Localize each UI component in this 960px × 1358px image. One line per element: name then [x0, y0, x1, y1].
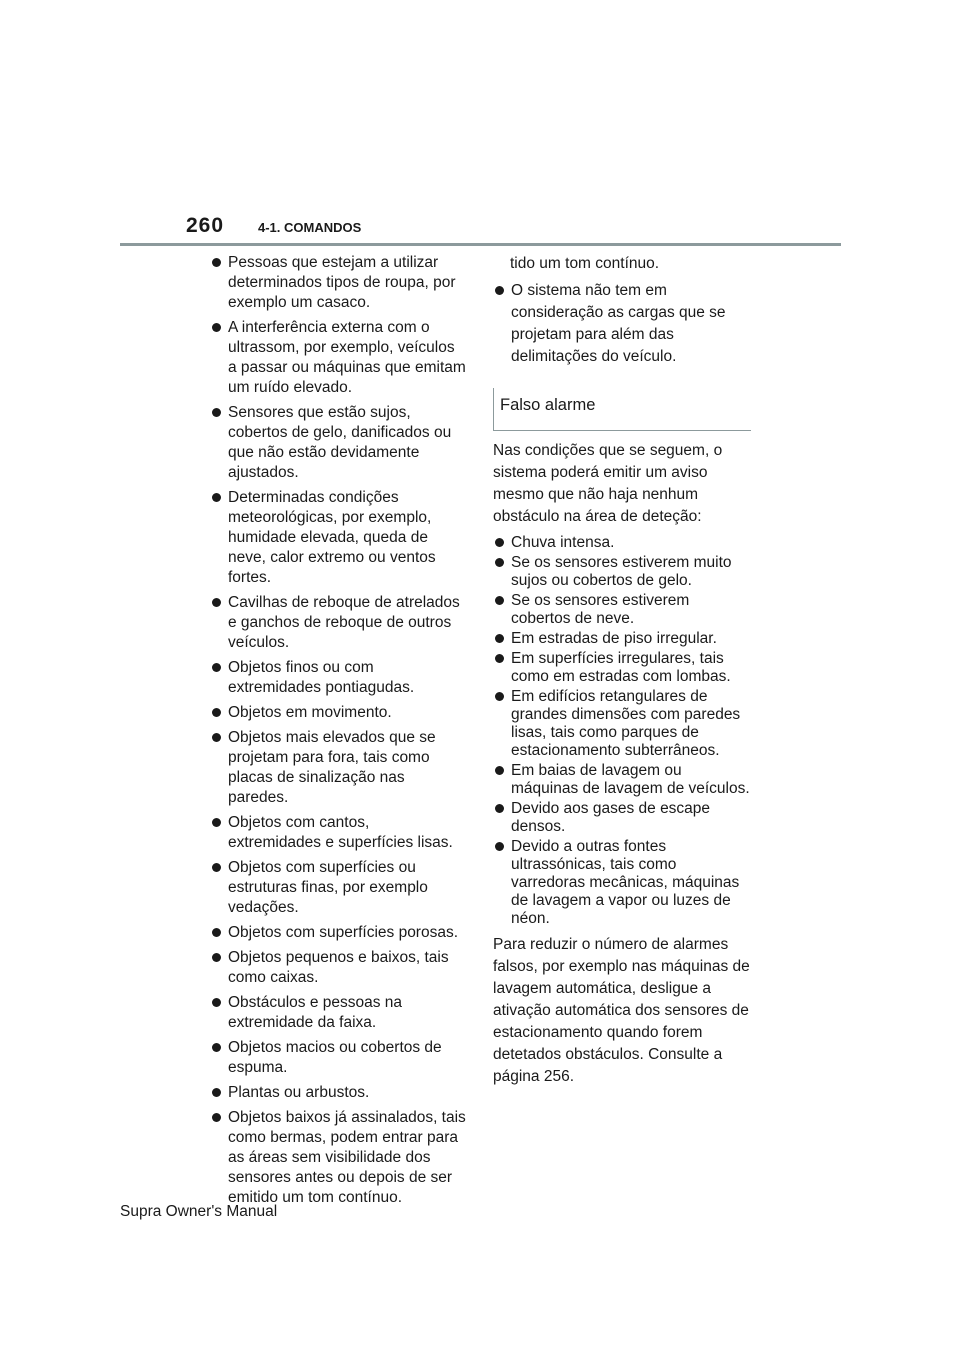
list-item: Sensores que estão sujos, cobertos de gelo, danificados ou que não estão devidamente ajustados.	[210, 403, 466, 483]
header-rule	[120, 243, 841, 246]
list-item: Determinadas condições meteorológicas, por exemplo, humidade elevada, queda de neve, calor extremo ou ventos fortes.	[210, 488, 466, 588]
section-title: 4-1. COMANDOS	[258, 220, 362, 235]
list-item: Devido a outras fontes ultrassónicas, tais como varredoras mecânicas, máquinas de lavagem a vapor ou luzes de néon.	[493, 838, 751, 928]
footer-text: Supra Owner's Manual	[120, 1203, 278, 1220]
list-item: Se os sensores estiverem cobertos de neve.	[493, 592, 751, 628]
limitation-list-continued	[493, 280, 751, 368]
list-item: Em baias de lavagem ou máquinas de lavagem de veículos.	[493, 762, 751, 798]
subheading-title: Falso alarme	[500, 396, 596, 414]
list-item: Devido aos gases de escape densos.	[493, 800, 751, 836]
list-item: Objetos mais elevados que se projetam para fora, tais como placas de sinalização nas paredes.	[210, 728, 466, 808]
limitation-list	[210, 253, 466, 1206]
left-column	[210, 253, 466, 1206]
list-item: Pessoas que estejam a utilizar determinados tipos de roupa, por exemplo um casaco.	[210, 253, 466, 313]
list-item: Objetos com superfícies ou estruturas finas, por exemplo vedações.	[210, 858, 466, 918]
continuation-text: tido um tom contínuo.	[510, 255, 660, 272]
false-alarm-list	[493, 534, 751, 928]
list-item: Chuva intensa.	[493, 534, 751, 552]
list-item: Objetos macios ou cobertos de espuma.	[210, 1038, 466, 1078]
list-item: Em edifícios retangulares de grandes dimensões com paredes lisas, tais como parques de estacionamento subterrâneos.	[493, 688, 751, 760]
list-item: Objetos com cantos, extremidades e superfícies lisas.	[210, 813, 466, 853]
outro-paragraph: Para reduzir o número de alarmes falsos, por exemplo nas máquinas de lavagem automática, desligue a ativação automática dos sensores de estacionamento quando forem detetados obstáculos. Consulte a página 256.	[493, 936, 750, 1085]
list-item: Em estradas de piso irregular.	[493, 630, 751, 648]
list-item: Cavilhas de reboque de atrelados e ganchos de reboque de outros veículos.	[210, 593, 466, 653]
list-item: Objetos em movimento.	[210, 703, 466, 723]
list-item: Objetos baixos já assinalados, tais como bermas, podem entrar para as áreas sem visibilidade dos sensores antes ou depois de ser emitido um tom contínuo.	[210, 1108, 466, 1188]
list-item: Em superfícies irregulares, tais como em estradas com lombas.	[493, 650, 751, 686]
subheading-box	[493, 388, 751, 431]
list-item: Objetos pequenos e baixos, tais como caixas.	[210, 948, 466, 988]
list-item: O sistema não tem em consideração as cargas que se projetam para além das delimitações do veículo.	[493, 280, 751, 368]
list-item: Objetos finos ou com extremidades pontiagudas.	[210, 658, 466, 698]
list-item: A interferência externa com o ultrassom, por exemplo, veículos a passar ou máquinas que emitam um ruído elevado.	[210, 318, 466, 398]
list-item: Plantas ou arbustos.	[210, 1083, 466, 1103]
list-item: Obstáculos e pessoas na extremidade da faixa.	[210, 993, 466, 1033]
intro-paragraph: Nas condições que se seguem, o sistema poderá emitir um aviso mesmo que não haja nenhum obstáculo na área de deteção:	[493, 442, 723, 525]
list-item: Se os sensores estiverem muito sujos ou cobertos de gelo.	[493, 554, 751, 590]
page-number: 260	[186, 214, 225, 237]
list-item: Objetos com superfícies porosas.	[210, 923, 466, 943]
right-column	[493, 253, 751, 1088]
